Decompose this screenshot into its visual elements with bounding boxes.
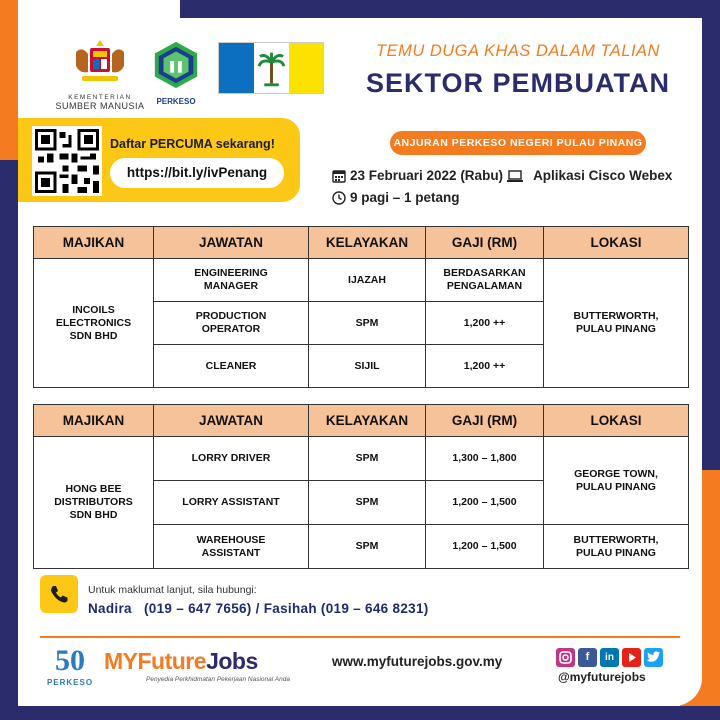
brand-jobs: Jobs xyxy=(206,648,258,674)
facebook-icon[interactable]: f xyxy=(578,648,597,667)
instagram-icon[interactable] xyxy=(556,648,575,667)
job-location: BUTTERWORTH, PULAU PINANG xyxy=(544,259,689,388)
perkeso-logo-text: PERKESO xyxy=(156,97,196,106)
contact-note: Untuk maklumat lanjut, sila hubungi: xyxy=(88,584,257,596)
job-position: CLEANER xyxy=(154,345,309,388)
employer-name: INCOILS ELECTRONICS SDN BHD xyxy=(34,259,154,388)
registration-panel xyxy=(18,118,300,202)
job-salary: 1,200 – 1,500 xyxy=(426,525,544,569)
header-employer: MAJIKAN xyxy=(34,227,154,259)
page-title: SEKTOR PEMBUATAN xyxy=(365,68,670,98)
job-table-hongbee xyxy=(33,404,689,569)
clock-icon xyxy=(332,191,346,205)
coat-of-arms-icon xyxy=(70,38,130,86)
brand-tagline: Penyedia Perkhidmatan Pekerjaan Nasional Anda xyxy=(146,676,290,683)
event-date-row xyxy=(332,168,672,183)
job-salary: BERDASARKAN PENGALAMAN xyxy=(426,259,544,302)
header-qualification: KELAYAKAN xyxy=(309,227,426,259)
header-position: JAWATAN xyxy=(154,227,309,259)
poster-card xyxy=(18,18,702,706)
job-qualification: SPM xyxy=(309,481,426,525)
job-qualification: SPM xyxy=(309,302,426,345)
calendar-icon xyxy=(332,169,346,183)
website-link[interactable]: www.myfuturejobs.gov.my xyxy=(332,654,503,669)
job-position: LORRY DRIVER xyxy=(154,437,309,481)
employer-name: HONG BEE DISTRIBUTORS SDN BHD xyxy=(34,437,154,569)
perkeso-50-logo xyxy=(44,644,96,698)
decor-bar-bottom xyxy=(0,706,720,720)
job-position: LORRY ASSISTANT xyxy=(154,481,309,525)
linkedin-icon[interactable]: in xyxy=(600,648,619,667)
event-time-row xyxy=(332,190,460,205)
header-qualification: KELAYAKAN xyxy=(309,405,426,437)
perkeso-50-text: PERKESO xyxy=(46,678,94,687)
registration-prompt: Daftar PERCUMA sekarang! xyxy=(110,137,275,151)
registration-link[interactable]: https://bit.ly/ivPenang xyxy=(110,158,284,188)
decor-bar-right xyxy=(702,0,720,470)
event-time: 9 pagi – 1 petang xyxy=(350,190,460,205)
job-qualification: SPM xyxy=(309,525,426,569)
job-table-incoils xyxy=(33,226,689,388)
header-position: JAWATAN xyxy=(154,405,309,437)
decor-bar-left xyxy=(0,160,18,720)
job-salary: 1,300 – 1,800 xyxy=(426,437,544,481)
brand-future: Future xyxy=(137,648,207,674)
job-position: PRODUCTION OPERATOR xyxy=(154,302,309,345)
header-salary: GAJI (RM) xyxy=(426,227,544,259)
youtube-icon[interactable] xyxy=(622,648,641,667)
footer-divider xyxy=(40,636,680,638)
ministry-logo xyxy=(50,38,150,120)
ministry-line2: SUMBER MANUSIA xyxy=(55,101,145,111)
table-row xyxy=(34,437,689,481)
job-qualification: SPM xyxy=(309,437,426,481)
page-subtitle: TEMU DUGA KHAS DALAM TALIAN xyxy=(376,42,660,60)
qr-code[interactable] xyxy=(32,126,102,196)
header-employer: MAJIKAN xyxy=(34,405,154,437)
perkeso-logo xyxy=(150,40,202,120)
organizer-badge: ANJURAN PERKESO NEGERI PULAU PINANG xyxy=(390,131,646,155)
penang-flag xyxy=(218,42,324,94)
decor-bar-top xyxy=(180,0,720,18)
job-location: BUTTERWORTH, PULAU PINANG xyxy=(544,525,689,569)
perkeso-50-number: 50 xyxy=(55,644,85,677)
job-qualification: SIJIL xyxy=(309,345,426,388)
laptop-icon xyxy=(507,169,523,183)
phone-badge xyxy=(40,575,78,613)
event-date: 23 Februari 2022 (Rabu) xyxy=(350,168,504,183)
palm-tree-icon xyxy=(254,43,289,93)
table-header-row xyxy=(34,227,689,259)
contact-names[interactable]: Nadira (019 – 647 7656) / Fasihah (019 – 646 8231) xyxy=(88,601,429,616)
table-row xyxy=(34,259,689,302)
header-location: LOKASI xyxy=(544,227,689,259)
qr-code-icon xyxy=(35,129,99,193)
job-salary: 1,200 ++ xyxy=(426,345,544,388)
phone-icon xyxy=(49,584,69,604)
twitter-icon[interactable] xyxy=(644,648,663,667)
header-salary: GAJI (RM) xyxy=(426,405,544,437)
job-location: GEORGE TOWN, PULAU PINANG xyxy=(544,437,689,525)
job-qualification: IJAZAH xyxy=(309,259,426,302)
job-position: WAREHOUSE ASSISTANT xyxy=(154,525,309,569)
myfuturejobs-logo xyxy=(104,648,258,675)
job-salary: 1,200 ++ xyxy=(426,302,544,345)
brand-my: MY xyxy=(104,648,138,674)
decor-bar-left-orange xyxy=(0,0,18,160)
header-location: LOKASI xyxy=(544,405,689,437)
event-platform: Aplikasi Cisco Webex xyxy=(533,168,673,183)
ministry-line1: KEMENTERIAN xyxy=(68,94,132,101)
table-header-row xyxy=(34,405,689,437)
job-position: ENGINEERING MANAGER xyxy=(154,259,309,302)
social-handle: @myfuturejobs xyxy=(558,670,646,684)
job-salary: 1,200 – 1,500 xyxy=(426,481,544,525)
social-icons xyxy=(556,648,663,667)
perkeso-hexagon-icon xyxy=(151,40,201,90)
